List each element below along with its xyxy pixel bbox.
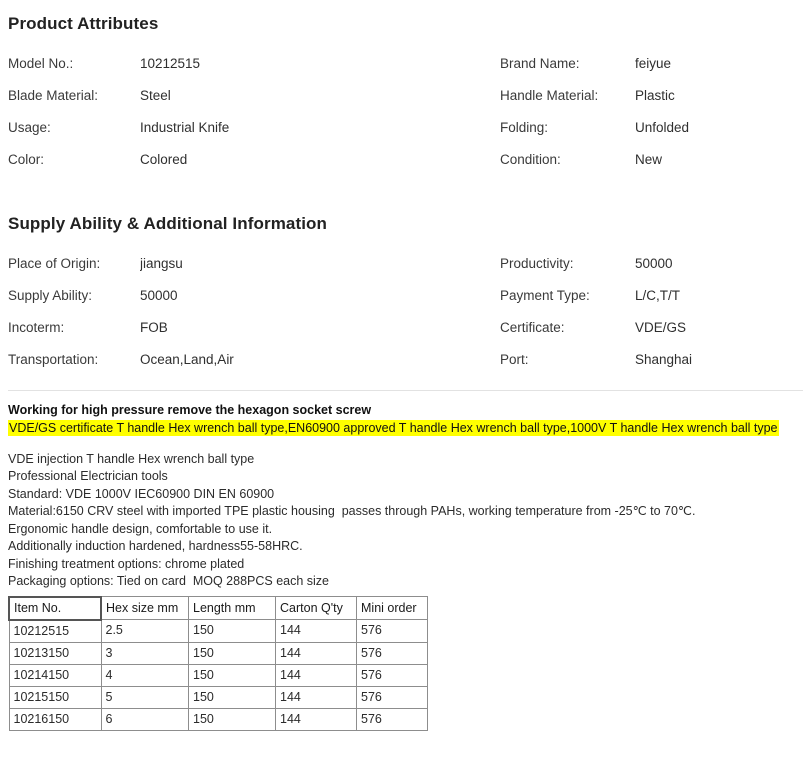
- description-line: Ergonomic handle design, comfortable to use it.: [8, 521, 273, 536]
- description-spacer: [8, 438, 803, 451]
- attribute-value: Colored: [140, 152, 188, 167]
- attribute-value: Shanghai: [635, 352, 693, 367]
- table-cell: 576: [357, 620, 428, 643]
- table-cell: 150: [189, 686, 276, 708]
- attribute-label: Brand Name:: [500, 56, 580, 71]
- table-row: [9, 620, 428, 643]
- table-row: [9, 686, 428, 708]
- attribute-value: Unfolded: [635, 120, 690, 135]
- table-cell: 576: [357, 686, 428, 708]
- attribute-label: Model No.:: [8, 56, 74, 71]
- description-line: Finishing treatment options: chrome plated: [8, 556, 245, 571]
- description-highlight: VDE/GS certificate T handle Hex wrench ball type,EN60900 approved T handle Hex wrench ball type,1000V T handle Hex wrench ball type: [9, 421, 778, 435]
- attribute-value: 10212515: [140, 56, 201, 71]
- attribute-label: Supply Ability:: [8, 288, 93, 303]
- description-heading: Working for high pressure remove the hexagon socket screw: [8, 403, 372, 417]
- attribute-label: Place of Origin:: [8, 256, 101, 271]
- attribute-label: Port:: [500, 352, 529, 367]
- table-cell: 576: [357, 642, 428, 664]
- product-description: [8, 401, 803, 591]
- table-cell: 144: [276, 620, 357, 643]
- section-spacer: [8, 176, 803, 214]
- attribute-value: Ocean,Land,Air: [140, 352, 234, 367]
- table-cell: 150: [189, 708, 276, 730]
- table-cell: 10213150: [9, 642, 101, 664]
- attribute-value: 50000: [635, 256, 673, 271]
- attribute-value: jiangsu: [140, 256, 183, 271]
- attribute-value: Industrial Knife: [140, 120, 230, 135]
- supply-ability-title: Supply Ability & Additional Information: [8, 214, 328, 233]
- table-cell: 6: [101, 708, 189, 730]
- description-line: Material:6150 CRV steel with imported TPE plastic housing passes through PAHs, working temperature from -25℃ to 70℃.: [8, 504, 696, 518]
- table-header-row: [9, 597, 428, 620]
- description-line: VDE injection T handle Hex wrench ball type: [8, 451, 255, 466]
- attribute-label: Productivity:: [500, 256, 574, 271]
- table-cell: 150: [189, 664, 276, 686]
- table-header-cell: Hex size mm: [101, 597, 189, 620]
- section-divider: [8, 390, 803, 391]
- table-row: [9, 664, 428, 686]
- table-cell: 5: [101, 686, 189, 708]
- attribute-label: Color:: [8, 152, 45, 167]
- attribute-label: Transportation:: [8, 352, 99, 367]
- table-cell: 2.5: [101, 620, 189, 643]
- attribute-label: Blade Material:: [8, 88, 99, 103]
- table-cell: 576: [357, 708, 428, 730]
- attribute-label: Folding:: [500, 120, 549, 135]
- description-highlight-wrap: [8, 420, 803, 438]
- description-line: Professional Electrician tools: [8, 469, 168, 483]
- attribute-value: Plastic: [635, 88, 675, 103]
- table-cell: 10214150: [9, 664, 101, 686]
- table-cell: 4: [101, 664, 189, 686]
- attribute-label: Usage:: [8, 120, 51, 135]
- attribute-label: Certificate:: [500, 320, 565, 335]
- specification-table: [8, 596, 428, 731]
- attribute-label: Incoterm:: [8, 320, 65, 335]
- table-cell: 576: [357, 664, 428, 686]
- supply-ability-grid: [8, 248, 803, 376]
- attribute-value: L/C,T/T: [635, 288, 681, 303]
- table-cell: 144: [276, 642, 357, 664]
- attribute-value: FOB: [140, 320, 168, 335]
- table-row: [9, 642, 428, 664]
- table-header-cell: Length mm: [189, 597, 276, 620]
- table-cell: 3: [101, 642, 189, 664]
- table-cell: 10212515: [9, 620, 101, 643]
- table-row: [9, 708, 428, 730]
- table-header-cell: Mini order: [357, 597, 428, 620]
- table-header-cell: Carton Q'ty: [276, 597, 357, 620]
- attribute-value: 50000: [140, 288, 178, 303]
- attribute-value: VDE/GS: [635, 320, 687, 335]
- attribute-value: New: [635, 152, 663, 167]
- description-line: Packaging options: Tied on card MOQ 288PCS each size: [8, 574, 330, 588]
- product-attributes-grid: [8, 48, 803, 176]
- table-cell: 10215150: [9, 686, 101, 708]
- table-cell: 150: [189, 642, 276, 664]
- product-attributes-title: Product Attributes: [8, 14, 159, 33]
- attribute-value: feiyue: [635, 56, 672, 71]
- description-line: Standard: VDE 1000V IEC60900 DIN EN 60900: [8, 486, 275, 501]
- table-cell: 144: [276, 686, 357, 708]
- attribute-label: Condition:: [500, 152, 561, 167]
- attribute-label: Handle Material:: [500, 88, 599, 103]
- table-cell: 144: [276, 708, 357, 730]
- attribute-value: Steel: [140, 88, 171, 103]
- description-line: Additionally induction hardened, hardness55-58HRC.: [8, 539, 303, 553]
- attribute-label: Payment Type:: [500, 288, 590, 303]
- table-cell: 150: [189, 620, 276, 643]
- table-cell: 144: [276, 664, 357, 686]
- table-cell: 10216150: [9, 708, 101, 730]
- table-header-cell: Item No.: [9, 597, 101, 620]
